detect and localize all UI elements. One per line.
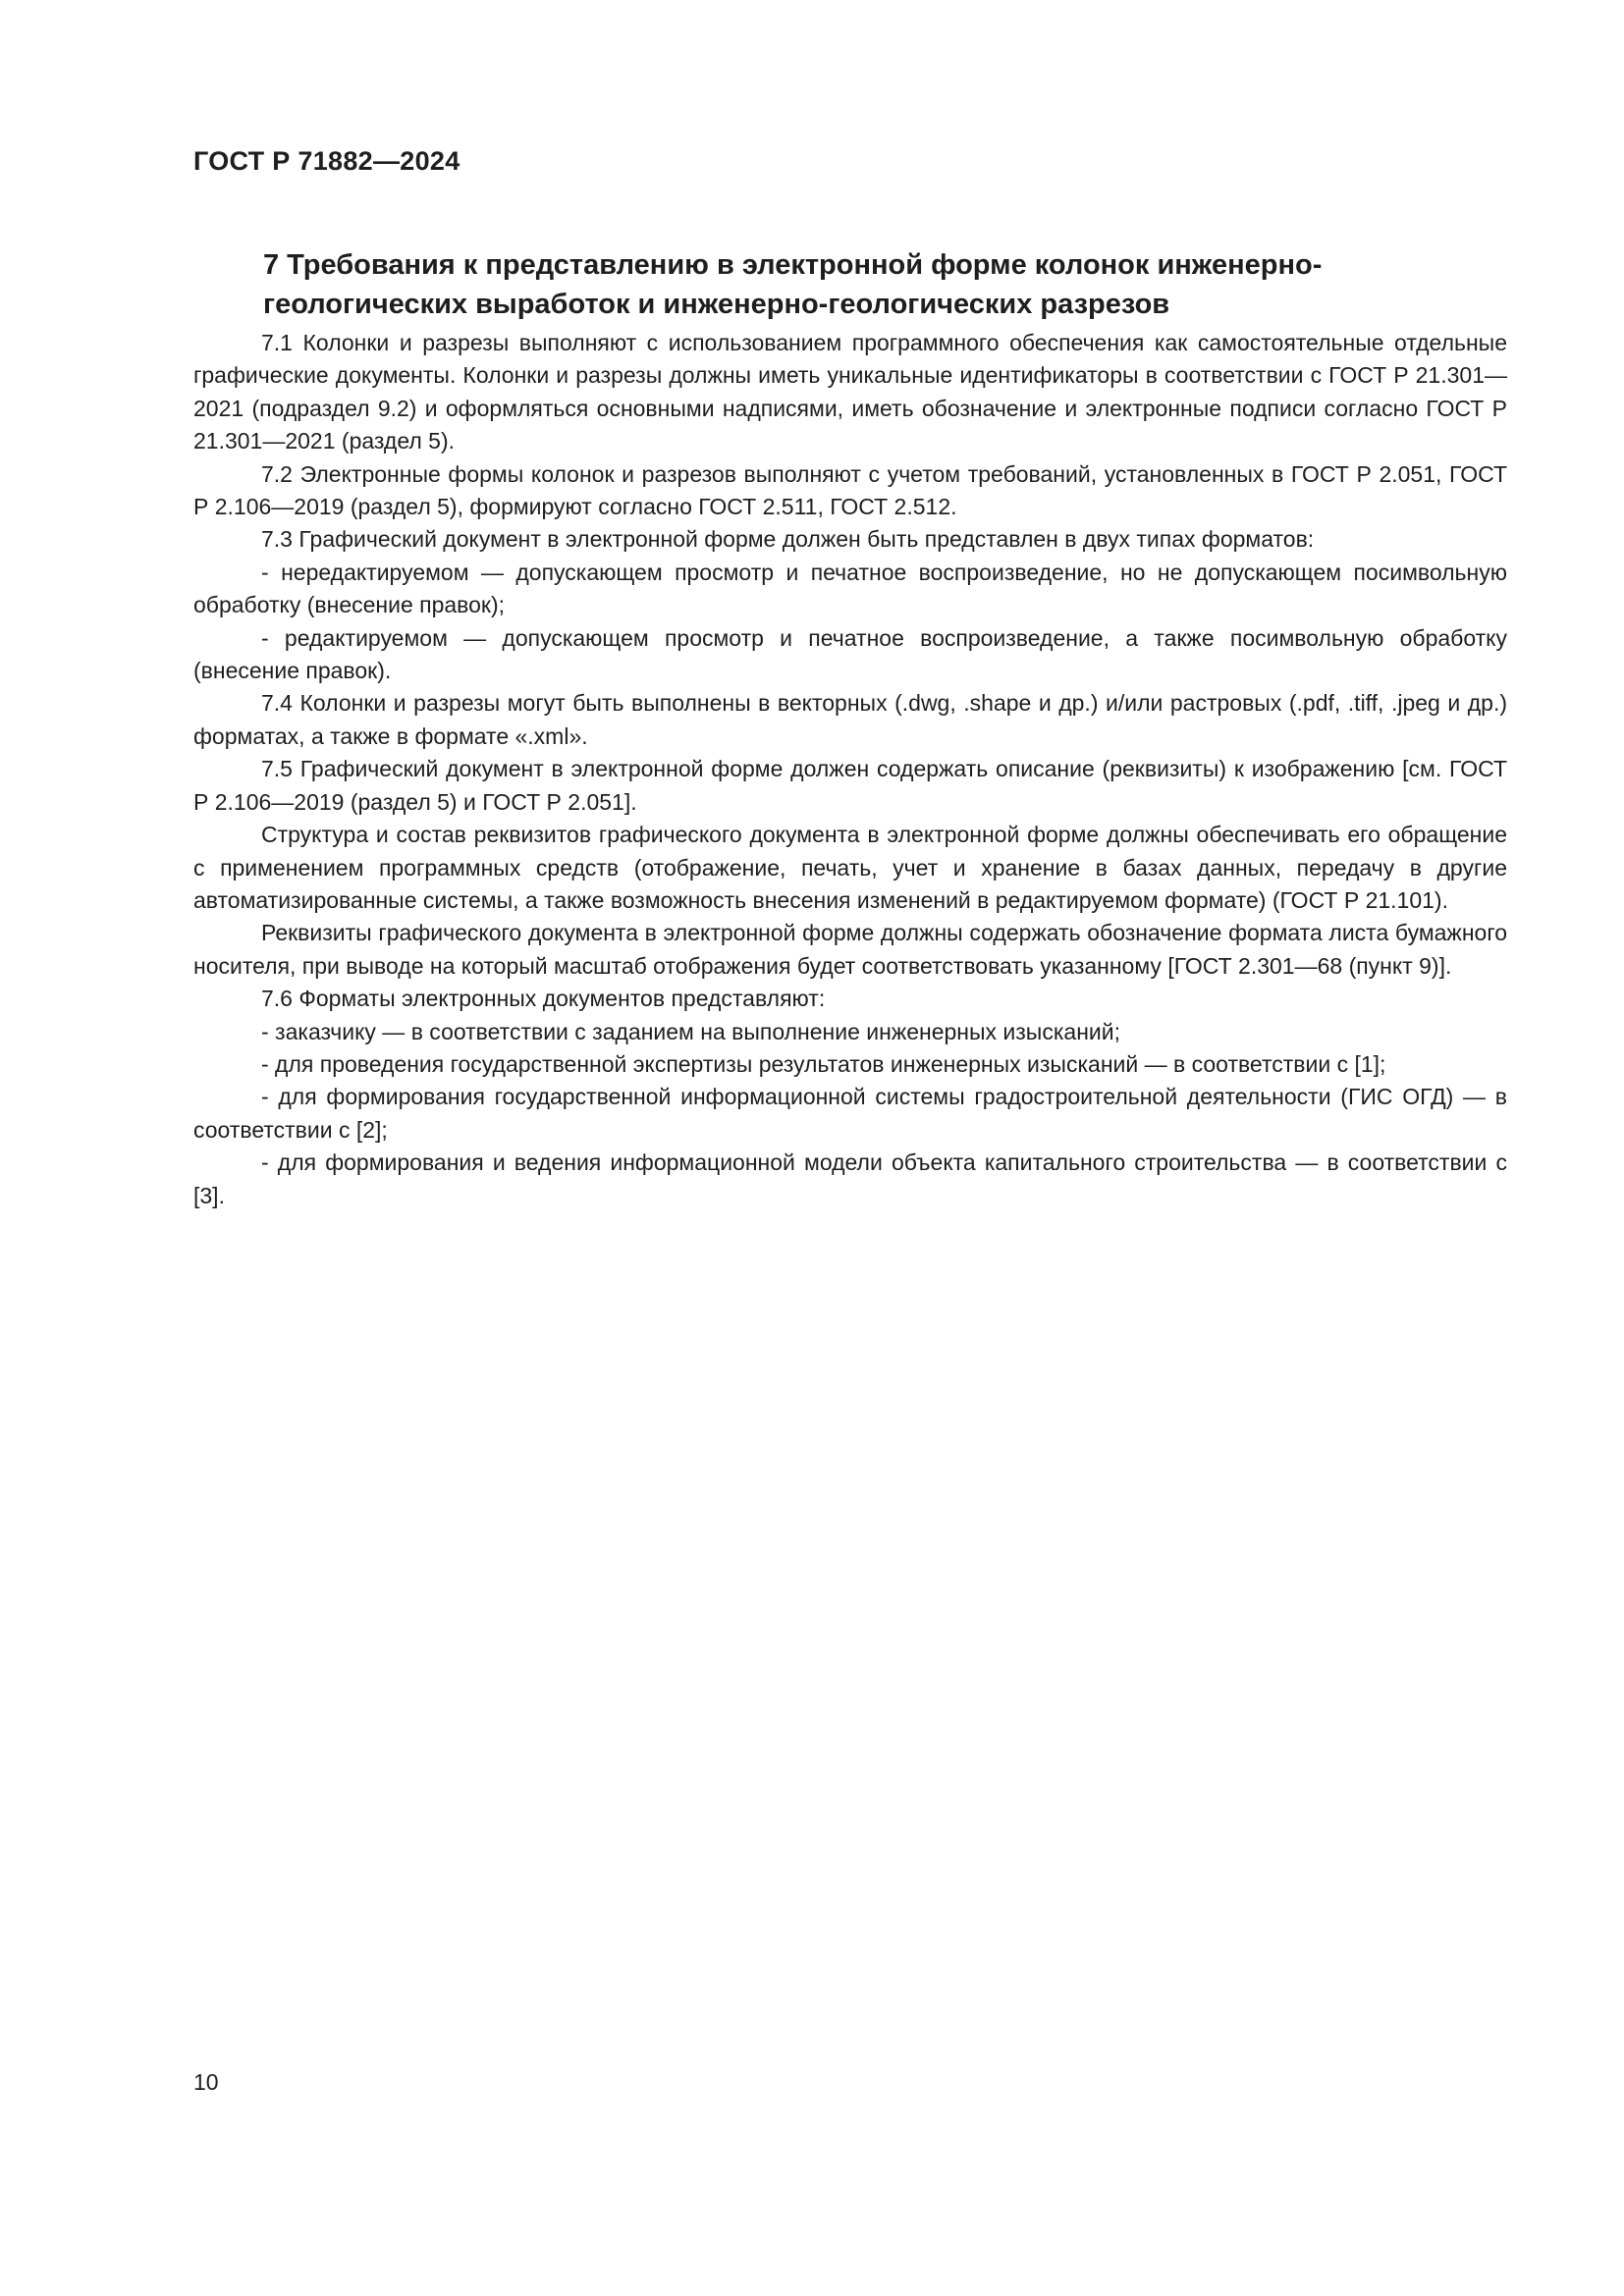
page-number: 10 — [193, 2069, 219, 2095]
list-item: - заказчику — в соответствии с заданием на выполнение инженерных изысканий; — [261, 1018, 1120, 1044]
section-body — [193, 327, 1507, 1212]
list-item: - для формирования государственной информационной системы градостроительной деятельности (ГИС ОГД) — в соответствии с [2]; — [193, 1084, 1507, 1143]
paragraph: 7.1 Колонки и разрезы выполняют с использованием программного обеспечения как самостоятельные отдельные графические документы. Колонки и разрезы должны иметь уникальные идентификаторы в соответствии с ГОСТ Р 21.301—2021 (подраздел 9.2) и оформляться основными надписями, иметь обозначение и электронные подписи согласно ГОСТ Р 21.301—2021 (раздел 5). — [193, 330, 1507, 454]
list-item: - нередактируемом — допускающем просмотр и печатное воспроизведение, но не допускающем посимвольную обработку (внесение правок); — [193, 559, 1507, 618]
list-item: - редактируемом — допускающем просмотр и печатное воспроизведение, а также посимвольную обработку (внесение правок). — [193, 624, 1507, 684]
paragraph: 7.4 Колонки и разрезы могут быть выполнены в векторных (.dwg, .shape и др.) и/или растровых (.pdf, .tiff, .jpeg и др.) форматах, а также в формате «.xml». — [193, 690, 1507, 749]
paragraph: 7.6 Форматы электронных документов представляют: — [261, 986, 826, 1012]
paragraph: Реквизиты графического документа в электронной форме должны содержать обозначение формата листа бумажного носителя, при выводе на который масштаб отображения будет соответствовать указанному [ГОСТ 2.301—68 (пункт 9)]. — [193, 920, 1507, 979]
paragraph: Структура и состав реквизитов графического документа в электронной форме должны обеспечивать его обращение с применением программных средств (отображение, печать, учет и хранение в базах данных, передачу в другие автоматизированные системы, а также возможность внесения изменений в редактируемом формате) (ГОСТ Р 21.101). — [193, 822, 1507, 913]
paragraph: 7.5 Графический документ в электронной форме должен содержать описание (реквизиты) к изображению [см. ГОСТ Р 2.106—2019 (раздел 5) и ГОСТ Р 2.051]. — [193, 756, 1507, 815]
paragraph: 7.2 Электронные формы колонок и разрезов выполняют с учетом требований, установленных в ГОСТ Р 2.051, ГОСТ Р 2.106—2019 (раздел 5), формируют согласно ГОСТ 2.511, ГОСТ 2.512. — [193, 460, 1507, 520]
paragraph: 7.3 Графический документ в электронной форме должен быть представлен в двух типах форматов: — [261, 526, 1315, 553]
list-item: - для проведения государственной экспертизы результатов инженерных изысканий — в соответствии с [1]; — [261, 1050, 1386, 1077]
section-heading: 7 Требования к представлению в электронной форме колонок инженерно-геологических выработок и инженерно-геологических разрезов — [263, 249, 1323, 321]
list-item: - для формирования и ведения информационной модели объекта капитального строительства — в соответствии с [3]. — [193, 1149, 1507, 1208]
running-header: ГОСТ Р 71882—2024 — [193, 146, 460, 176]
